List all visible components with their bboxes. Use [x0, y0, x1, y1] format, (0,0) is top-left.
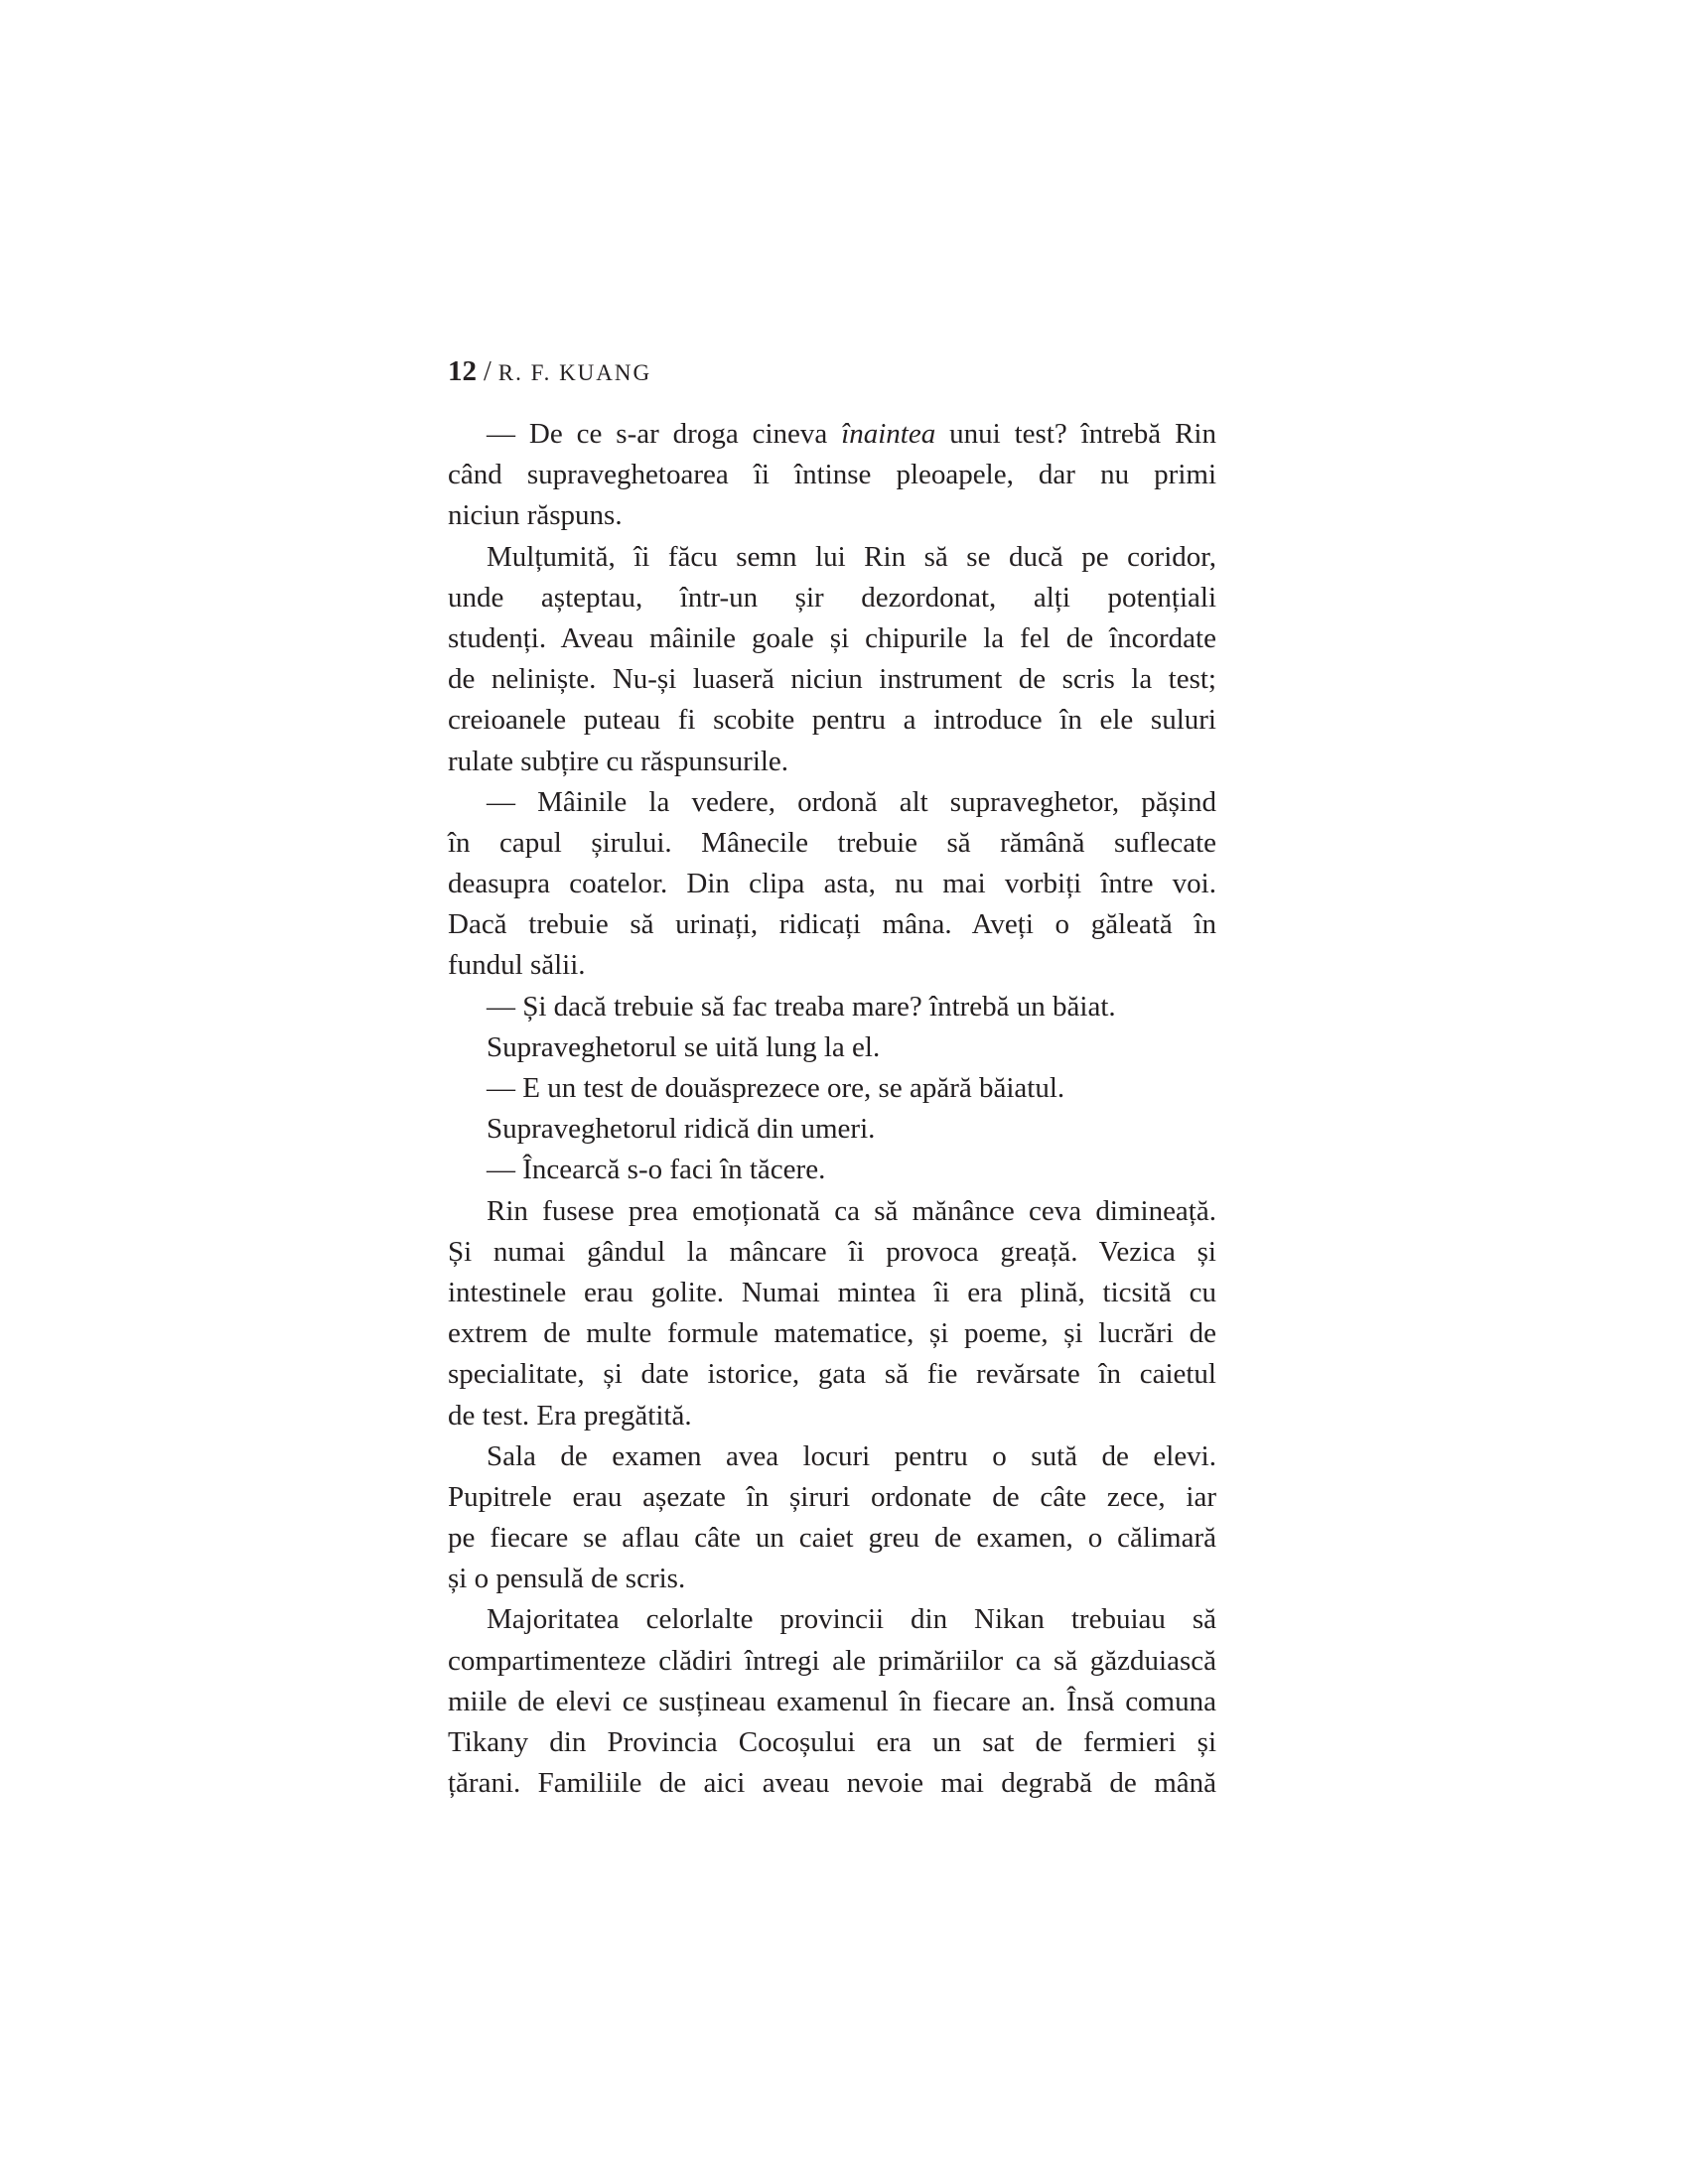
text-line: unde așteptau, într-un șir dezordonat, alți potențiali [448, 581, 1216, 614]
text-line: și o pensulă de scris. [448, 1563, 686, 1595]
author-name: R. F. KUANG [497, 360, 652, 385]
text-line: Și numai gândul la mâncare îi provoca greață. Vezica și [448, 1235, 1216, 1268]
text-line: — Încearcă s-o faci în tăcere. [487, 1154, 826, 1186]
text-line: Dacă trebuie să urinați, ridicați mâna. Aveți o găleată în [448, 908, 1216, 941]
text-line: specialitate, și date istorice, gata să fie revărsate în caietul [448, 1358, 1216, 1391]
text-line: Mulțumită, îi făcu semn lui Rin să se ducă pe coridor, [487, 540, 1216, 573]
text-segment: unui test? întrebă Rin [935, 418, 1216, 450]
text-line: Pupitrele erau așezate în șiruri ordonate de câte zece, iar [448, 1480, 1216, 1513]
text-line: țărani. Familiile de aici aveau nevoie mai degrabă de mână [448, 1767, 1216, 1800]
text-line: extrem de multe formule matematice, și poeme, și lucrări de [448, 1317, 1216, 1350]
text-line: niciun răspuns. [448, 499, 623, 532]
text-line: de neliniște. Nu-și luaseră niciun instrument de scris la test; [448, 663, 1216, 696]
italic-emphasis: înaintea [841, 418, 936, 450]
text-line: compartimenteze clădiri întregi ale primăriilor ca să găzduiască [448, 1644, 1216, 1677]
page-number: 12 [448, 355, 477, 387]
text-line: rulate subțire cu răspunsurile. [448, 745, 789, 777]
text-segment: — De ce s-ar droga cineva [487, 418, 842, 450]
text-line: când supraveghetoarea îi întinse pleoapele, dar nu primi [448, 459, 1216, 491]
text-line: pe fiecare se aflau câte un caiet greu de examen, o călimară [448, 1522, 1216, 1555]
text-line: Tikany din Provincia Cocoșului era un sat de fermieri și [448, 1726, 1216, 1758]
text-line: — Mâinile la vedere, ordonă alt supraveghetor, pășind [487, 785, 1216, 818]
header-separator: / [477, 356, 498, 387]
text-line: de test. Era pregătită. [448, 1399, 692, 1432]
text-line [448, 414, 1216, 455]
text-line: intestinele erau golite. Numai mintea îi era plină, ticsită cu [448, 1276, 1216, 1308]
text-line: deasupra coatelor. Din clipa asta, nu mai vorbiți între voi. [448, 868, 1216, 900]
running-header [448, 353, 651, 391]
text-line: studenți. Aveau mâinile goale și chipurile la fel de încordate [448, 621, 1216, 654]
text-line: în capul șirului. Mânecile trebuie să rămână suflecate [448, 826, 1216, 859]
text-line: — E un test de douăsprezece ore, se apără băiatul. [487, 1072, 1065, 1104]
text-line: fundul sălii. [448, 949, 586, 982]
text-line: — Și dacă trebuie să fac treaba mare? întrebă un băiat. [487, 990, 1116, 1023]
text-line: Supraveghetorul ridică din umeri. [487, 1113, 876, 1146]
text-line: Rin fusese prea emoționată ca să mănânce ceva dimineață. [487, 1194, 1216, 1227]
body-text [448, 414, 1216, 1804]
text-line: creioanele puteau fi scobite pentru a introduce în ele suluri [448, 704, 1216, 737]
text-line: miile de elevi ce susțineau examenul în fiecare an. Însă comuna [448, 1685, 1216, 1717]
text-line: Sala de examen avea locuri pentru o sută de elevi. [487, 1439, 1216, 1472]
text-line: Supraveghetorul se uită lung la el. [487, 1030, 881, 1063]
text-line: Majoritatea celorlalte provincii din Nikan trebuiau să [487, 1603, 1216, 1636]
